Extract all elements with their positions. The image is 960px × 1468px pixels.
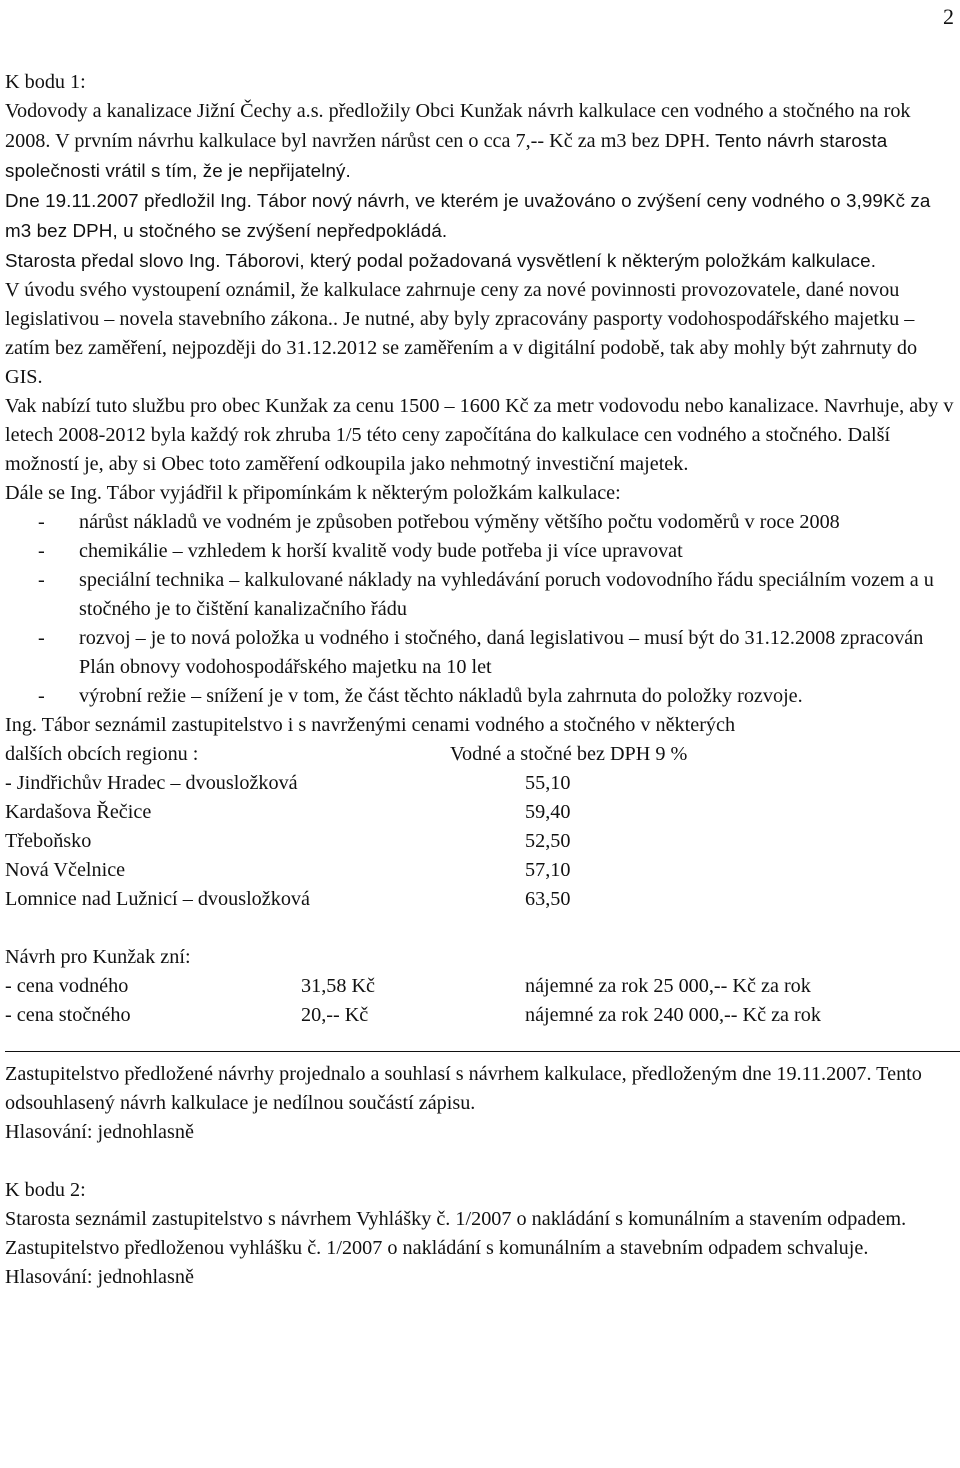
k1-paragraph-offer: Vak nabízí tuto službu pro obec Kunžak za cenu 1500 – 1600 Kč za metr vodovodu nebo kanalizace. Navrhuje, aby v letech 2008-2012 byla každý rok zhruba 1/5 této ceny započítána do kalkulace cen vodného a stočného. Další možností je, aby si Obec toto zaměření odkoupila jako nehmotný investiční majetek. [5,395,954,475]
table-row [5,972,955,1001]
k1-bullet-list [5,508,955,711]
proposal-label: - cena stočného [5,1004,131,1026]
table-row [5,885,955,914]
proposal-label: - cena vodného [5,975,129,997]
comparison-label: dalších obcích regionu : [5,743,199,765]
comparison-value: 59,40 [525,801,571,823]
comparison-name: Lomnice nad Lužnicí – dvousložková [5,888,310,910]
list-item: - nárůst nákladů ve vodném je způsoben potřebou výměny většího počtu vodoměrů v roce 2008 [38,511,840,533]
proposal-price: 20,-- Kč [301,1004,369,1026]
list-item: - rozvoj – je to nová položka u vodného i stočného, daná legislativou – musí být do 31.12.2008 zpracován Plán obnovy vodohospodářského majetku na 10 let [38,627,924,678]
k1-intro-serif: Vodovody a kanalizace Jižní Čechy a.s. předložily Obci Kunžak návrh kalkulace cen vodného a stočného na rok 2008. V prvním návrhu kalkulace byl navržen nárůst cen o cca 7,-- Kč za m3 bez DPH. [5,100,911,152]
section-heading-k1: K bodu 1: [5,71,86,93]
comparison-name: Nová Včelnice [5,859,126,881]
spacer [5,1147,955,1176]
proposal-rent: nájemné za rok 25 000,-- Kč za rok [525,975,811,997]
comparison-value: 57,10 [525,859,571,881]
table-row [5,856,955,885]
table-row [5,798,955,827]
list-item: - výrobní režie – snížení je v tom, že část těchto nákladů byla zahrnuta do položky rozvoje. [38,685,803,707]
comparison-name: Kardašova Řečice [5,801,152,823]
comparison-value: 52,50 [525,830,571,852]
list-item: - chemikálie – vzhledem k horší kvalitě vody bude potřeba ji více upravovat [38,540,683,562]
table-row [5,769,955,798]
k1-vote: Hlasování: jednohlasně [5,1121,194,1143]
k1-resolution: Zastupitelstvo předložené návrhy projednalo a souhlasí s návrhem kalkulace, předloženým dne 19.11.2007. Tento odsouhlasený návrh kalkulace je nedílnou součástí zápisu. [5,1063,922,1114]
k1-intro-sans-2: Dne 19.11.2007 předložil Ing. Tábor nový návrh, ve kterém je uvažováno o zvýšení ceny vodného o 3,99Kč za m3 bez DPH, u stočného se zvýšení nepředpokládá. [5,190,931,241]
divider [5,1051,960,1052]
comparison-value: 63,50 [525,888,571,910]
k1-comparison-intro: Ing. Tábor seznámil zastupitelstvo i s navrženými cenami vodného a stočného v některých [5,714,736,736]
k1-bullets-intro: Dále se Ing. Tábor vyjádřil k připomínkám k některým položkám kalkulace: [5,482,621,504]
page-number: 2 [943,4,954,29]
section-heading-k2: K bodu 2: [5,1179,86,1201]
comparison-header: Vodné a stočné bez DPH 9 % [450,743,688,765]
k2-paragraph-1: Starosta seznámil zastupitelstvo s návrhem Vyhlášky č. 1/2007 o nakládání s komunálním a stavením odpadem. [5,1208,907,1230]
list-item: - speciální technika – kalkulované náklady na vyhledávání poruch vodovodního řádu speciálním vozem a u stočného je to čištění kanalizačního řádu [38,569,934,620]
k1-intro-sans-1: Tento návrh starosta společnosti vrátil s tím, že je nepřijatelný. [5,130,888,181]
proposal-rent: nájemné za rok 240 000,-- Kč za rok [525,1004,821,1026]
document-page [5,68,955,1292]
table-row [5,827,955,856]
comparison-value: 55,10 [525,772,571,794]
comparison-header-row [5,740,955,769]
spacer [5,914,955,943]
k1-intro-paragraph [5,97,955,276]
comparison-name: - Jindřichův Hradec – dvousložková [5,772,298,794]
proposal-heading: Návrh pro Kunžak zní: [5,946,191,968]
table-row [5,1001,955,1030]
k2-paragraph-2: Zastupitelstvo předloženou vyhlášku č. 1/2007 o nakládání s komunálním a stavebním odpadem schvaluje. [5,1237,869,1259]
k1-intro-sans-3: Starosta předal slovo Ing. Táborovi, který podal požadovaná vysvětlení k některým položkám kalkulace. [5,250,877,271]
k2-vote: Hlasování: jednohlasně [5,1266,194,1288]
comparison-name: Třeboňsko [5,830,92,852]
proposal-price: 31,58 Kč [301,975,376,997]
k1-paragraph-legislation: V úvodu svého vystoupení oznámil, že kalkulace zahrnuje ceny za nové povinnosti provozovatele, dané novou legislativou – novela stavebního zákona.. Je nutné, aby byly zpracovány pasporty vodohospodářského majetku – zatím bez zaměření, nejpozději do 31.12.2012 se zaměřením a v digitální podobě, tak aby mohly být zahrnuty do GIS. [5,279,918,388]
